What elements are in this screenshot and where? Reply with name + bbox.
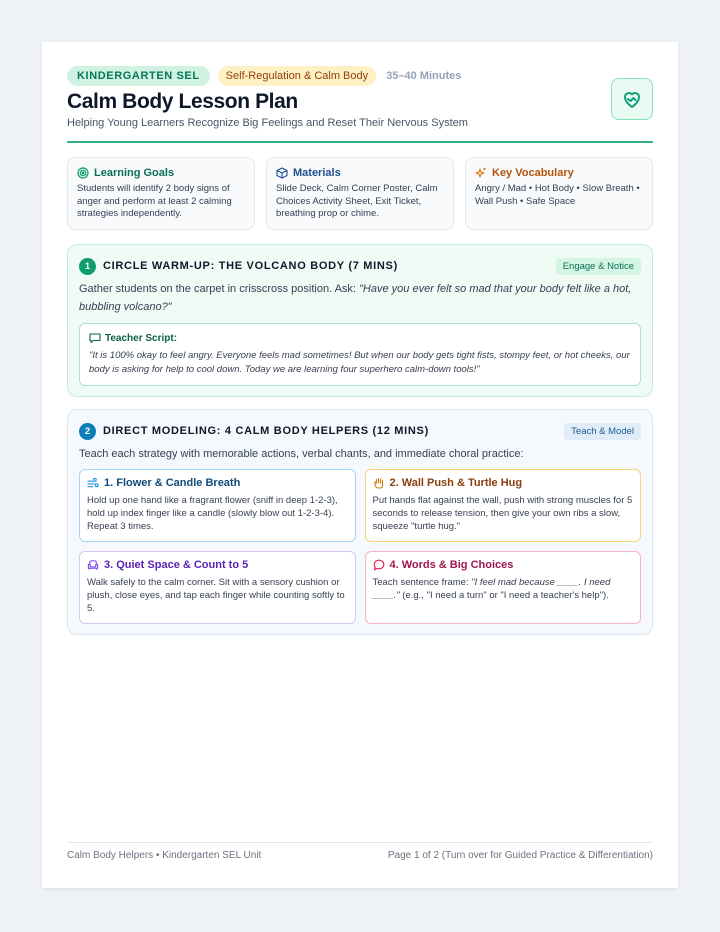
footer-page-number: Page 1 of 2 (Turn over for Guided Practice & Differentiation) [387, 850, 653, 861]
learning-goals-title: Learning Goals [94, 167, 175, 179]
key-vocabulary-text: Angry / Mad • Hot Body • Slow Breath • Wall Push • Safe Space [475, 183, 640, 207]
overview-cards [67, 157, 653, 230]
strategy-card-words-choices [365, 551, 642, 624]
section-2-intro: Teach each strategy with memorable actions, verbal chants, and immediate choral practice: [79, 448, 524, 460]
section-2-pill: Teach & Model [564, 423, 641, 440]
duration-label: 35–40 Minutes [386, 70, 462, 82]
strategy-1-title: 1. Flower & Candle Breath [104, 476, 241, 489]
page-subtitle: Helping Young Learners Recognize Big Feelings and Reset Their Nervous System [67, 117, 468, 129]
armchair-icon [87, 559, 99, 571]
section-1-instructions-lead: Gather students on the carpet in crisscross position. Ask: [79, 283, 360, 295]
section-number-badge: 1 [79, 258, 96, 275]
box-icon [276, 167, 288, 179]
page-title: Calm Body Lesson Plan [67, 90, 298, 113]
section-2-title: DIRECT MODELING: 4 CALM BODY HELPERS (12 MINS) [103, 425, 429, 437]
header-divider [67, 141, 653, 143]
target-icon [77, 167, 89, 179]
teacher-script-title: Teacher Script: [105, 332, 178, 344]
section-direct-modeling [67, 409, 653, 635]
theme-tag: Self-Regulation & Calm Body [218, 66, 376, 86]
section-1-header [79, 257, 641, 275]
sparkles-icon [475, 167, 487, 179]
strategy-3-heading [87, 559, 348, 571]
key-vocabulary-title: Key Vocabulary [492, 167, 574, 179]
speech-bubble-icon [89, 332, 101, 344]
page-footer [67, 850, 653, 861]
teacher-script-heading [89, 332, 631, 344]
section-1-instructions [79, 281, 641, 316]
materials-title: Materials [293, 167, 341, 179]
materials-card [266, 157, 454, 230]
page-content [67, 42, 653, 888]
strategy-3-title: 3. Quiet Space & Count to 5 [104, 558, 249, 571]
section-number-badge: 2 [79, 423, 96, 440]
learning-goals-heading [77, 167, 245, 179]
sentence-frame: "I feel mad because ____. I need ____." [372, 576, 611, 601]
strategy-4-text [373, 576, 634, 602]
teacher-script-text: "It is 100% okay to feel angry. Everyone feels mad sometimes! But when our body gets tight fists, stompy feet, or hot cheeks, our body is asking for help to cool down. Today we are learning four superhero calm-down tools!" [89, 350, 630, 375]
lesson-plan-page [42, 42, 678, 888]
strategy-1-text: Hold up one hand like a fragrant flower (sniff in deep 1-2-3), hold up index finger like a candle (slowly blow out 1-2-3-4). Repeat 3 times. [87, 494, 338, 532]
learning-goals-text: Students will identify 2 body signs of anger and perform at least 2 calming strategies independently. [77, 183, 232, 219]
section-1-title: CIRCLE WARM-UP: THE VOLCANO BODY (7 MINS) [103, 260, 398, 272]
strategy-2-title: 2. Wall Push & Turtle Hug [389, 476, 523, 489]
hand-icon [373, 477, 385, 489]
chat-bubble-icon [373, 559, 385, 571]
strategy-card-wall-push [365, 469, 642, 542]
key-vocabulary-card [465, 157, 653, 230]
footer-divider [67, 842, 653, 843]
strategy-4-title: 4. Words & Big Choices [389, 558, 514, 571]
strategy-4-heading [373, 559, 634, 571]
strategy-2-text: Put hands flat against the wall, push with strong muscles for 5 seconds to release tension, then give your own ribs a slow, squeeze "turtle hug." [372, 494, 633, 532]
header-tags [67, 66, 461, 86]
learning-goals-card [67, 157, 255, 230]
wind-icon [87, 477, 99, 489]
strategy-2-heading [373, 477, 634, 489]
materials-heading [276, 167, 444, 179]
strategy-3-text: Walk safely to the calm corner. Sit with a sensory cushion or plush, close eyes, and tap each finger while counting softly to 5. [87, 576, 345, 614]
key-vocabulary-heading [475, 167, 643, 179]
materials-text: Slide Deck, Calm Corner Poster, Calm Choices Activity Sheet, Exit Ticket, breathing prop or chime. [276, 183, 438, 219]
section-1-question: "Have you ever felt so mad that your body felt like a hot, bubbling volcano?" [79, 283, 632, 313]
footer-unit-label: Calm Body Helpers • Kindergarten SEL Unit [67, 850, 262, 861]
strategy-1-heading [87, 477, 348, 489]
heart-hands-icon [611, 78, 653, 120]
section-2-header [79, 422, 641, 440]
strategy-grid [79, 469, 641, 624]
grade-tag: KINDERGARTEN SEL [67, 66, 210, 86]
strategy-card-quiet-space [79, 551, 356, 624]
strategy-4-text-tail: (e.g., "I need a turn" or "I need a teacher's help"). [399, 589, 609, 601]
strategy-card-flower-candle [79, 469, 356, 542]
strategy-4-text-lead: Teach sentence frame: [372, 576, 472, 588]
section-circle-warmup [67, 244, 653, 397]
teacher-script-box [79, 323, 641, 386]
section-1-pill: Engage & Notice [556, 258, 641, 275]
